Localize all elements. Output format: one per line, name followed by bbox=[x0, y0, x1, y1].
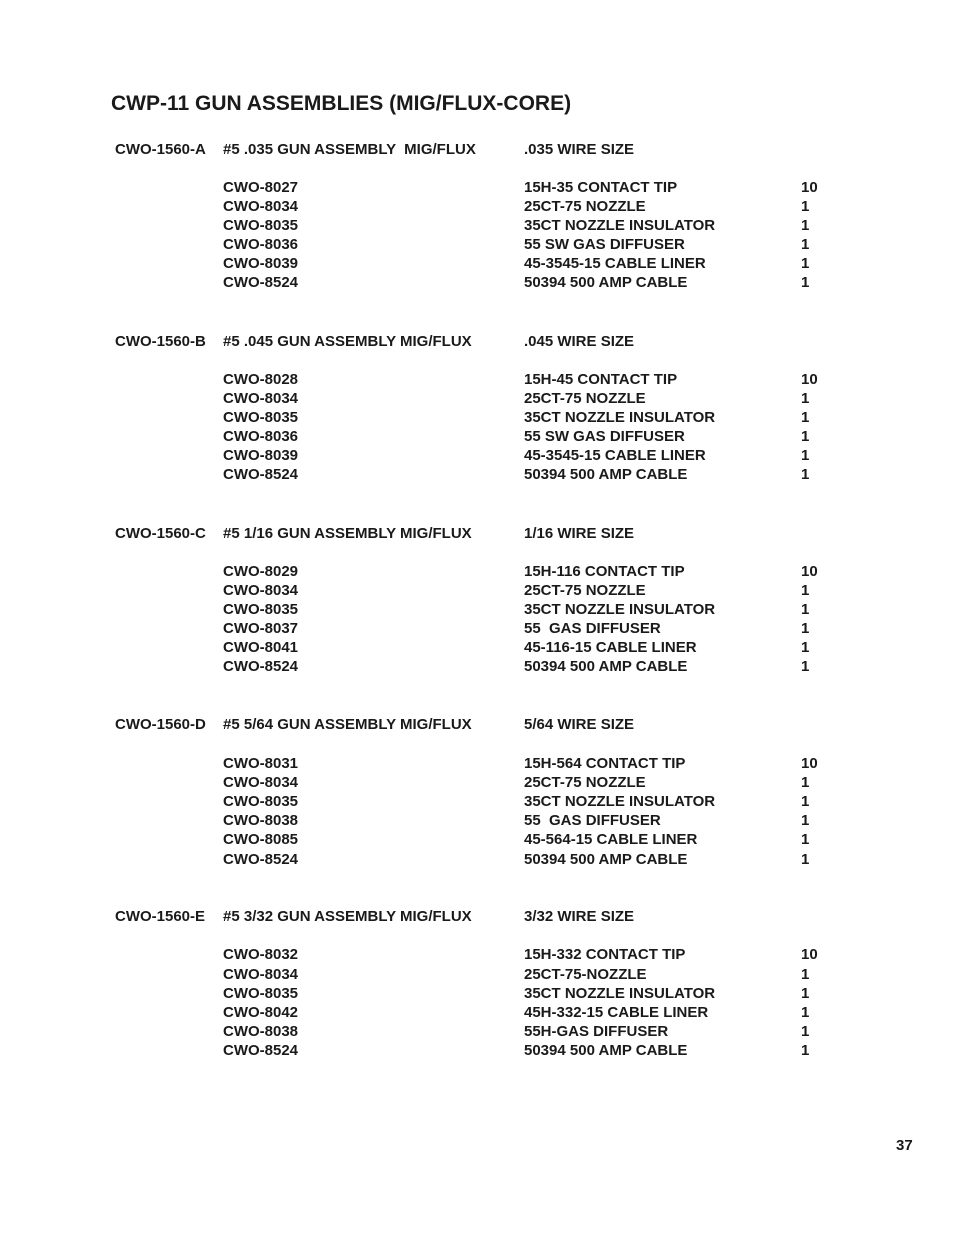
part-quantity: 1 bbox=[801, 217, 810, 234]
part-quantity: 1 bbox=[801, 582, 810, 599]
page-title: CWP-11 GUN ASSEMBLIES (MIG/FLUX-CORE) bbox=[111, 92, 572, 115]
part-number: CWO-8035 bbox=[223, 601, 299, 618]
part-quantity: 1 bbox=[801, 774, 810, 791]
part-number: CWO-8035 bbox=[223, 409, 299, 426]
part-number: CWO-8034 bbox=[223, 198, 299, 215]
part-number: CWO-8027 bbox=[223, 179, 299, 196]
part-description: 55 SW GAS DIFFUSER bbox=[524, 236, 685, 253]
part-number: CWO-8039 bbox=[223, 447, 299, 464]
part-quantity: 1 bbox=[801, 851, 810, 868]
assembly-code: CWO-1560-C bbox=[115, 525, 206, 542]
part-quantity: 1 bbox=[801, 831, 810, 848]
part-description: 55H-GAS DIFFUSER bbox=[524, 1023, 669, 1040]
part-description: 35CT NOZZLE INSULATOR bbox=[524, 793, 716, 810]
part-description: 45-3545-15 CABLE LINER bbox=[524, 255, 706, 272]
part-number: CWO-8034 bbox=[223, 390, 299, 407]
part-quantity: 1 bbox=[801, 658, 810, 675]
part-number: CWO-8524 bbox=[223, 274, 299, 291]
part-description: 15H-45 CONTACT TIP bbox=[524, 371, 678, 388]
assembly-section bbox=[0, 907, 954, 1057]
part-number: CWO-8039 bbox=[223, 255, 299, 272]
part-quantity: 1 bbox=[801, 812, 810, 829]
part-quantity: 1 bbox=[801, 1042, 810, 1059]
part-description: 45-116-15 CABLE LINER bbox=[524, 639, 697, 656]
part-description: 35CT NOZZLE INSULATOR bbox=[524, 409, 716, 426]
assembly-code: CWO-1560-D bbox=[115, 716, 206, 733]
assembly-section bbox=[0, 140, 954, 290]
part-number: CWO-8028 bbox=[223, 371, 299, 388]
part-quantity: 1 bbox=[801, 1004, 810, 1021]
assembly-description: #5 .035 GUN ASSEMBLY MIG/FLUX bbox=[223, 141, 476, 158]
part-quantity: 10 bbox=[801, 371, 818, 388]
part-quantity: 10 bbox=[801, 179, 818, 196]
part-number: CWO-8035 bbox=[223, 793, 299, 810]
part-description: 50394 500 AMP CABLE bbox=[524, 466, 688, 483]
part-description: 55 GAS DIFFUSER bbox=[524, 812, 661, 829]
part-quantity: 1 bbox=[801, 428, 810, 445]
part-description: 55 GAS DIFFUSER bbox=[524, 620, 661, 637]
part-quantity: 1 bbox=[801, 198, 810, 215]
assembly-wire-size: 1/16 WIRE SIZE bbox=[524, 525, 635, 542]
part-description: 15H-35 CONTACT TIP bbox=[524, 179, 678, 196]
part-description: 50394 500 AMP CABLE bbox=[524, 851, 688, 868]
part-description: 50394 500 AMP CABLE bbox=[524, 658, 688, 675]
part-description: 25CT-75 NOZZLE bbox=[524, 774, 646, 791]
part-quantity: 1 bbox=[801, 793, 810, 810]
part-quantity: 1 bbox=[801, 966, 810, 983]
part-number: CWO-8038 bbox=[223, 1023, 299, 1040]
part-number: CWO-8031 bbox=[223, 755, 299, 772]
part-number: CWO-8036 bbox=[223, 236, 299, 253]
part-number: CWO-8042 bbox=[223, 1004, 299, 1021]
part-description: 25CT-75 NOZZLE bbox=[524, 390, 646, 407]
assembly-code: CWO-1560-B bbox=[115, 333, 206, 350]
part-description: 25CT-75 NOZZLE bbox=[524, 582, 646, 599]
assembly-section bbox=[0, 524, 954, 674]
assembly-section bbox=[0, 332, 954, 482]
part-description: 45-564-15 CABLE LINER bbox=[524, 831, 698, 848]
part-number: CWO-8035 bbox=[223, 985, 299, 1002]
part-number: CWO-8036 bbox=[223, 428, 299, 445]
assembly-description: #5 3/32 GUN ASSEMBLY MIG/FLUX bbox=[223, 908, 472, 925]
part-quantity: 1 bbox=[801, 620, 810, 637]
part-description: 15H-116 CONTACT TIP bbox=[524, 563, 685, 580]
part-number: CWO-8029 bbox=[223, 563, 299, 580]
part-quantity: 10 bbox=[801, 563, 818, 580]
part-quantity: 1 bbox=[801, 390, 810, 407]
part-number: CWO-8524 bbox=[223, 851, 299, 868]
part-number: CWO-8034 bbox=[223, 582, 299, 599]
part-quantity: 1 bbox=[801, 601, 810, 618]
assembly-section bbox=[0, 715, 954, 868]
part-number: CWO-8524 bbox=[223, 466, 299, 483]
part-number: CWO-8041 bbox=[223, 639, 299, 656]
assembly-wire-size: .045 WIRE SIZE bbox=[524, 333, 635, 350]
part-number: CWO-8034 bbox=[223, 774, 299, 791]
part-number: CWO-8037 bbox=[223, 620, 299, 637]
part-description: 45-3545-15 CABLE LINER bbox=[524, 447, 706, 464]
part-description: 25CT-75 NOZZLE bbox=[524, 198, 646, 215]
part-quantity: 1 bbox=[801, 409, 810, 426]
part-number: CWO-8085 bbox=[223, 831, 299, 848]
assembly-description: #5 1/16 GUN ASSEMBLY MIG/FLUX bbox=[223, 525, 472, 542]
assembly-code: CWO-1560-A bbox=[115, 141, 206, 158]
part-number: CWO-8524 bbox=[223, 1042, 299, 1059]
part-quantity: 10 bbox=[801, 946, 818, 963]
part-description: 50394 500 AMP CABLE bbox=[524, 1042, 688, 1059]
part-description: 35CT NOZZLE INSULATOR bbox=[524, 217, 716, 234]
assembly-wire-size: 3/32 WIRE SIZE bbox=[524, 908, 635, 925]
part-quantity: 1 bbox=[801, 985, 810, 1002]
part-number: CWO-8035 bbox=[223, 217, 299, 234]
part-quantity: 1 bbox=[801, 255, 810, 272]
part-quantity: 1 bbox=[801, 447, 810, 464]
part-description: 50394 500 AMP CABLE bbox=[524, 274, 688, 291]
assembly-wire-size: .035 WIRE SIZE bbox=[524, 141, 635, 158]
part-quantity: 1 bbox=[801, 1023, 810, 1040]
part-quantity: 1 bbox=[801, 236, 810, 253]
part-number: CWO-8038 bbox=[223, 812, 299, 829]
page-number: 37 bbox=[896, 1137, 913, 1154]
part-number: CWO-8524 bbox=[223, 658, 299, 675]
part-description: 15H-332 CONTACT TIP bbox=[524, 946, 686, 963]
part-number: CWO-8034 bbox=[223, 966, 299, 983]
part-quantity: 10 bbox=[801, 755, 818, 772]
part-number: CWO-8032 bbox=[223, 946, 299, 963]
assembly-description: #5 .045 GUN ASSEMBLY MIG/FLUX bbox=[223, 333, 472, 350]
part-quantity: 1 bbox=[801, 466, 810, 483]
assembly-description: #5 5/64 GUN ASSEMBLY MIG/FLUX bbox=[223, 716, 472, 733]
part-description: 35CT NOZZLE INSULATOR bbox=[524, 985, 716, 1002]
assembly-wire-size: 5/64 WIRE SIZE bbox=[524, 716, 635, 733]
assembly-code: CWO-1560-E bbox=[115, 908, 206, 925]
part-description: 45H-332-15 CABLE LINER bbox=[524, 1004, 709, 1021]
part-description: 25CT-75-NOZZLE bbox=[524, 966, 647, 983]
part-description: 35CT NOZZLE INSULATOR bbox=[524, 601, 716, 618]
part-description: 15H-564 CONTACT TIP bbox=[524, 755, 686, 772]
part-quantity: 1 bbox=[801, 274, 810, 291]
part-description: 55 SW GAS DIFFUSER bbox=[524, 428, 685, 445]
part-quantity: 1 bbox=[801, 639, 810, 656]
